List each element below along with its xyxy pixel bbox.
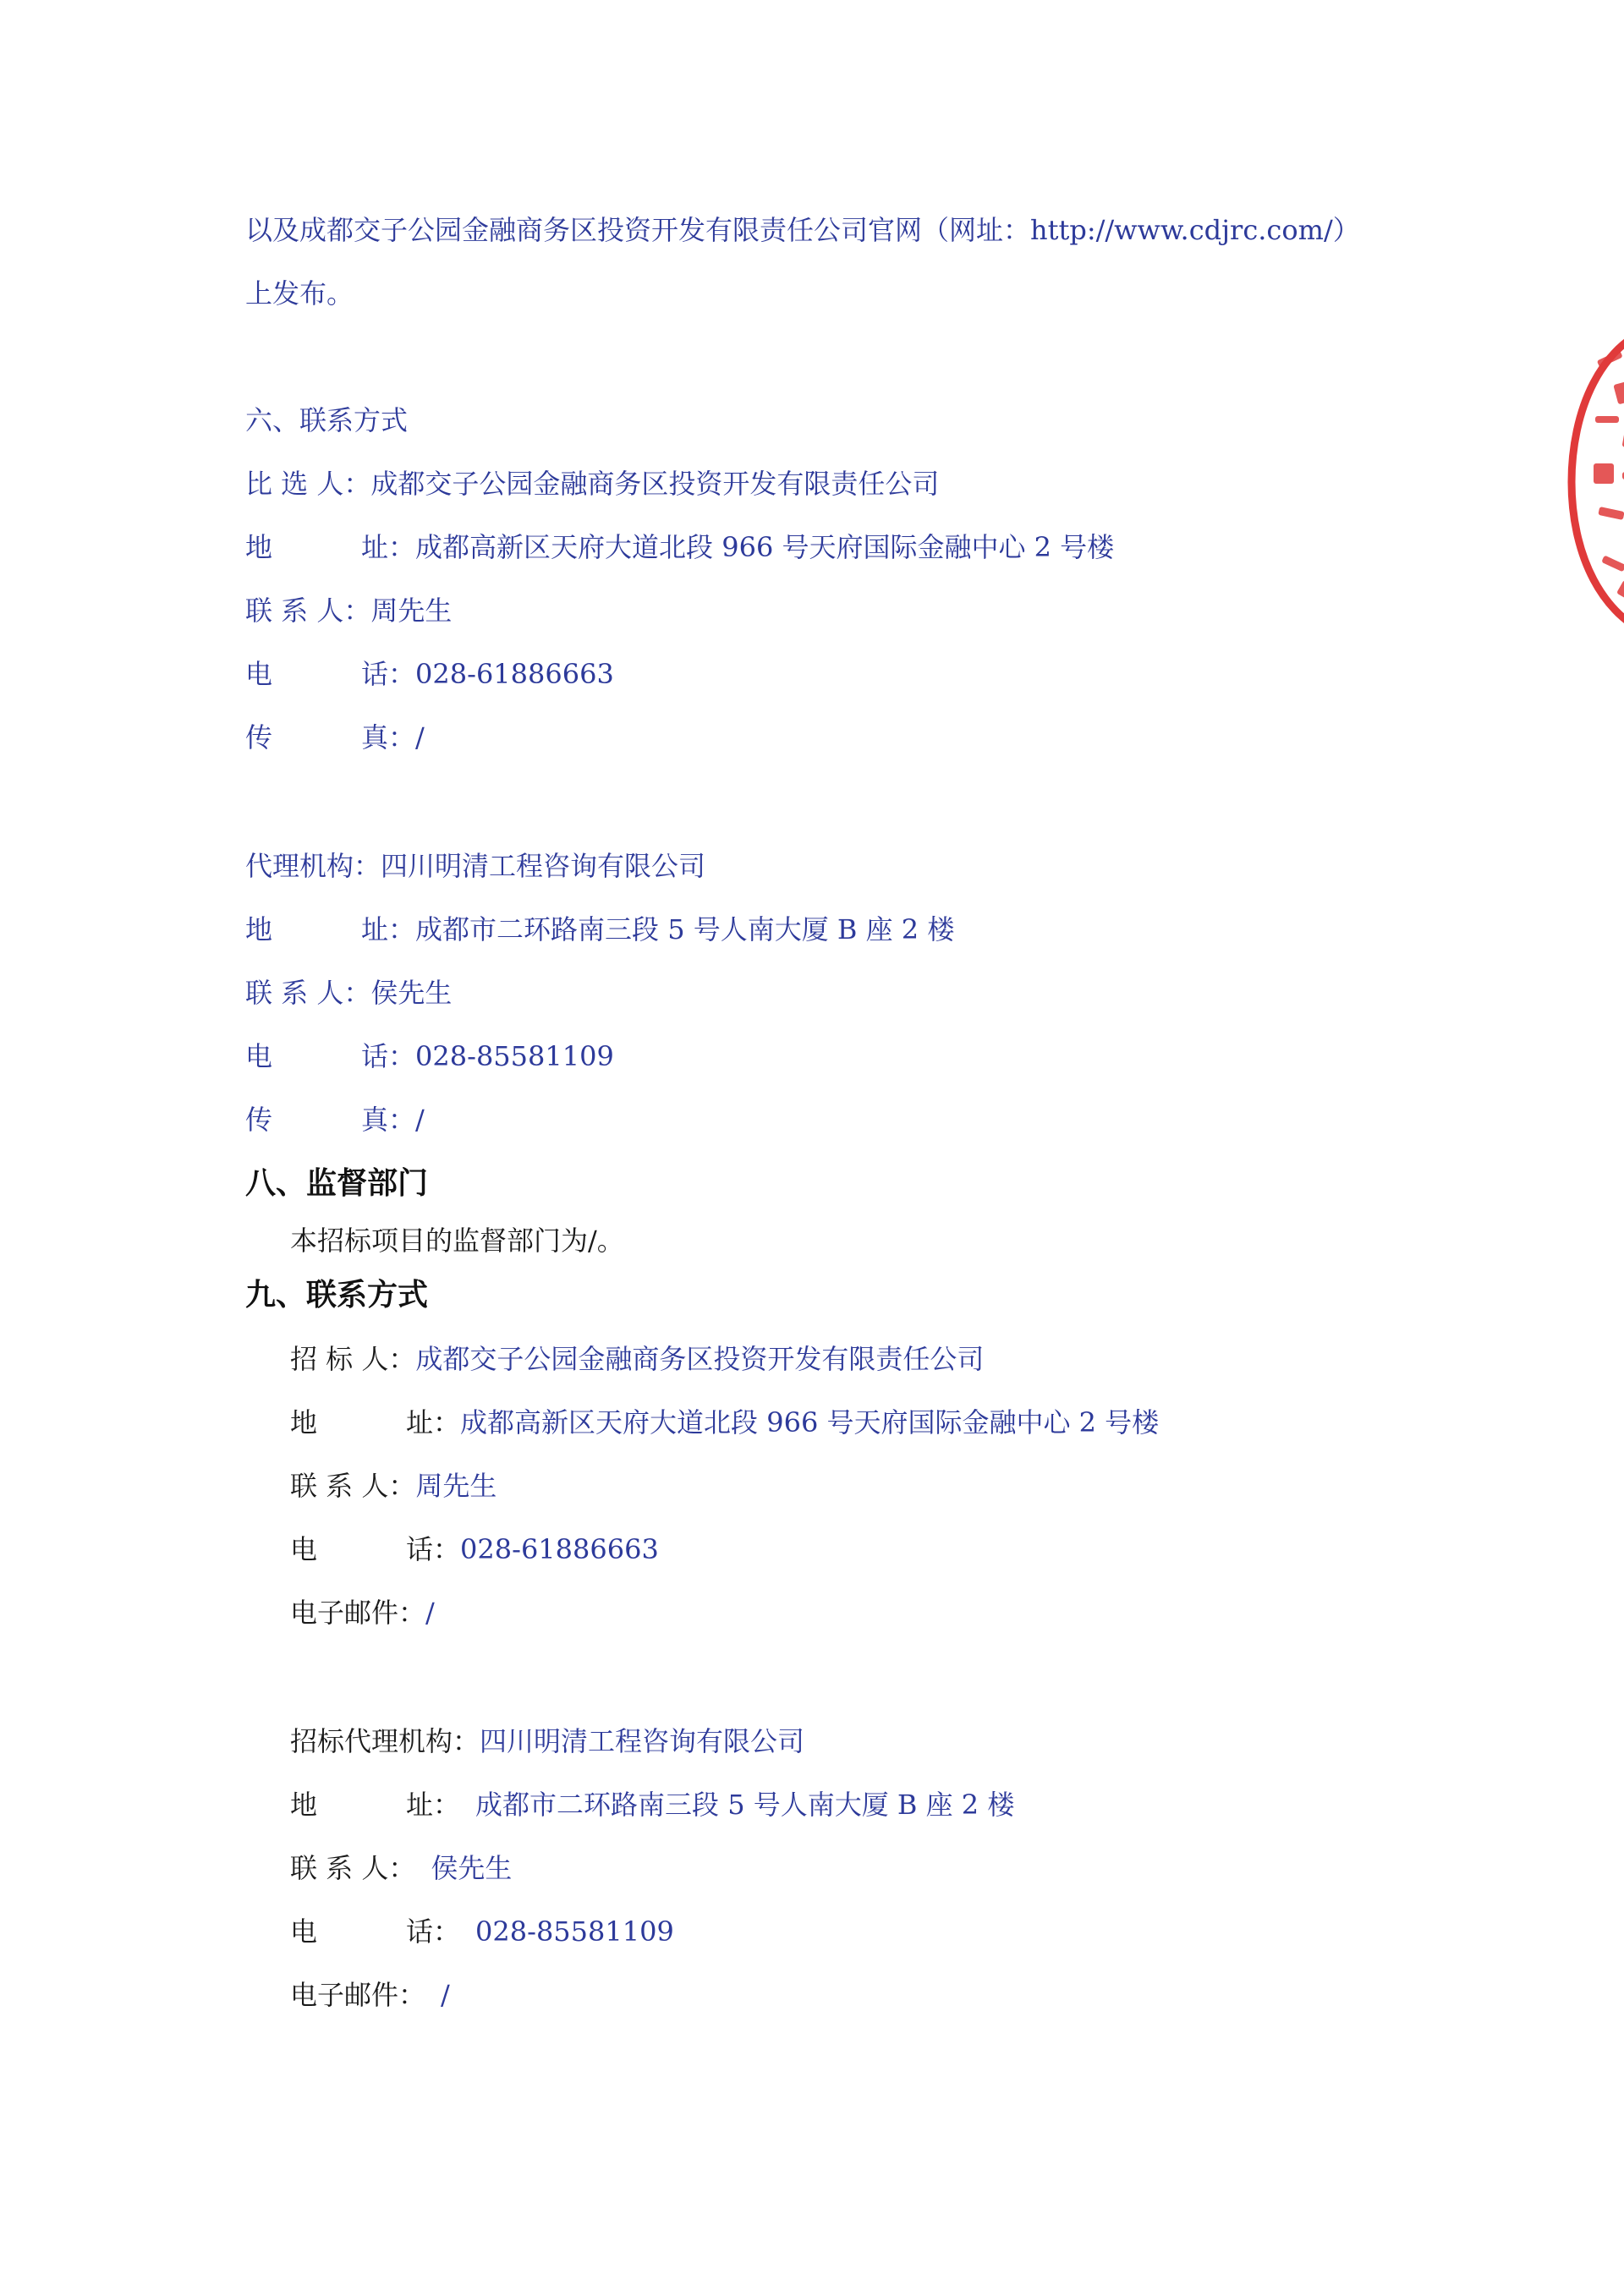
agency6-fax-label-a: 传	[245, 1104, 273, 1136]
agency6-phone-value: 028-85581109	[415, 1040, 614, 1072]
agency6-phone-row: 电 话：028-85581109	[245, 1040, 614, 1072]
comparer-phone-label-b: 话	[361, 658, 389, 690]
agency6-name-label: 代理机构	[245, 850, 354, 882]
tenderer-contact-label: 联 系 人	[290, 1470, 389, 1502]
agency9-email-value: /	[441, 1979, 450, 2011]
comparer-phone-value: 028-61886663	[415, 658, 614, 690]
tenderer-name-label: 招 标 人	[290, 1343, 389, 1375]
comparer-address-value: 成都高新区天府大道北段 966 号天府国际金融中心 2 号楼	[415, 531, 1115, 563]
comparer-address-row: 地 址：成都高新区天府大道北段 966 号天府国际金融中心 2 号楼	[245, 531, 1115, 563]
agency6-address-label-b: 址	[361, 913, 389, 945]
agency6-name-value: 四川明清工程咨询有限公司	[381, 850, 706, 882]
intro-line-2: 上发布。	[245, 277, 354, 310]
agency6-fax-row: 传 真：/	[245, 1104, 425, 1136]
tenderer-email-value: /	[425, 1597, 435, 1629]
section9-title: 九、联系方式	[245, 1278, 429, 1312]
tenderer-contact-row: 联 系 人：周先生	[290, 1470, 497, 1502]
comparer-phone-row: 电 话：028-61886663	[245, 658, 614, 690]
tenderer-email-label: 电子邮件	[290, 1597, 399, 1629]
agency6-address-row: 地 址：成都市二环路南三段 5 号人南大厦 B 座 2 楼	[245, 913, 955, 945]
official-seal-icon	[1565, 321, 1624, 643]
agency9-address-label-b: 址	[406, 1789, 434, 1821]
tenderer-phone-row: 电 话：028-61886663	[290, 1533, 659, 1565]
tenderer-email-row: 电子邮件：/	[290, 1597, 435, 1629]
agency6-fax-value: /	[415, 1104, 425, 1136]
agency6-name-row: 代理机构：四川明清工程咨询有限公司	[245, 850, 706, 882]
agency9-address-row: 地 址： 成都市二环路南三段 5 号人南大厦 B 座 2 楼	[290, 1789, 1015, 1821]
agency6-address-label-a: 地	[245, 913, 273, 945]
agency6-contact-row: 联 系 人：侯先生	[245, 977, 453, 1009]
comparer-contact-row: 联 系 人：周先生	[245, 595, 453, 627]
comparer-address-label-a: 地	[245, 531, 273, 563]
agency6-fax-label-b: 真	[361, 1104, 389, 1136]
tenderer-address-value: 成都高新区天府大道北段 966 号天府国际金融中心 2 号楼	[460, 1406, 1160, 1438]
agency9-phone-row: 电 话： 028-85581109	[290, 1915, 674, 1948]
comparer-fax-label-a: 传	[245, 721, 273, 753]
agency9-name-value: 四川明清工程咨询有限公司	[480, 1725, 805, 1757]
agency9-email-label: 电子邮件	[290, 1979, 399, 2011]
comparer-name-label: 比 选 人	[245, 468, 344, 500]
tenderer-address-label-b: 址	[406, 1406, 434, 1438]
tenderer-address-label-a: 地	[290, 1406, 318, 1438]
section6-title: 六、联系方式	[245, 404, 409, 436]
tenderer-name-value: 成都交子公园金融商务区投资开发有限责任公司	[415, 1343, 985, 1375]
tenderer-contact-value: 周先生	[415, 1470, 497, 1502]
agency9-address-value: 成都市二环路南三段 5 号人南大厦 B 座 2 楼	[475, 1789, 1015, 1821]
comparer-fax-value: /	[415, 721, 425, 753]
intro-line-1: 以及成都交子公园金融商务区投资开发有限责任公司官网（网址：http://www.cdjrc.com/）	[245, 214, 1360, 246]
section8-text: 本招标项目的监督部门为/。	[290, 1225, 624, 1257]
comparer-contact-value: 周先生	[370, 595, 453, 627]
agency9-email-row: 电子邮件： /	[290, 1979, 450, 2011]
comparer-address-label-b: 址	[361, 531, 389, 563]
agency9-address-label-a: 地	[290, 1789, 318, 1821]
agency9-phone-value: 028-85581109	[475, 1915, 674, 1948]
comparer-phone-label-a: 电	[245, 658, 273, 690]
agency9-phone-label-b: 话	[406, 1915, 434, 1948]
agency6-phone-label-b: 话	[361, 1040, 389, 1072]
agency9-name-label: 招标代理机构	[290, 1725, 453, 1757]
comparer-contact-label: 联 系 人	[245, 595, 344, 627]
tenderer-address-row: 地 址：成都高新区天府大道北段 966 号天府国际金融中心 2 号楼	[290, 1406, 1160, 1438]
tenderer-phone-label-a: 电	[290, 1533, 318, 1565]
agency6-phone-label-a: 电	[245, 1040, 273, 1072]
agency9-contact-label: 联 系 人	[290, 1852, 389, 1884]
tenderer-phone-label-b: 话	[406, 1533, 434, 1565]
tenderer-name-row: 招 标 人：成都交子公园金融商务区投资开发有限责任公司	[290, 1343, 985, 1375]
comparer-fax-row: 传 真：/	[245, 721, 425, 753]
agency9-contact-row: 联 系 人： 侯先生	[290, 1852, 513, 1884]
agency9-phone-label-a: 电	[290, 1915, 318, 1948]
agency9-contact-value: 侯先生	[431, 1852, 513, 1884]
agency6-address-value: 成都市二环路南三段 5 号人南大厦 B 座 2 楼	[415, 913, 955, 945]
tenderer-phone-value: 028-61886663	[460, 1533, 659, 1565]
section8-title: 八、监督部门	[245, 1166, 429, 1201]
comparer-name-value: 成都交子公园金融商务区投资开发有限责任公司	[370, 468, 940, 500]
comparer-fax-label-b: 真	[361, 721, 389, 753]
agency6-contact-value: 侯先生	[370, 977, 453, 1009]
agency6-contact-label: 联 系 人	[245, 977, 344, 1009]
agency9-name-row: 招标代理机构：四川明清工程咨询有限公司	[290, 1725, 805, 1757]
comparer-name-row: 比 选 人：成都交子公园金融商务区投资开发有限责任公司	[245, 465, 939, 502]
